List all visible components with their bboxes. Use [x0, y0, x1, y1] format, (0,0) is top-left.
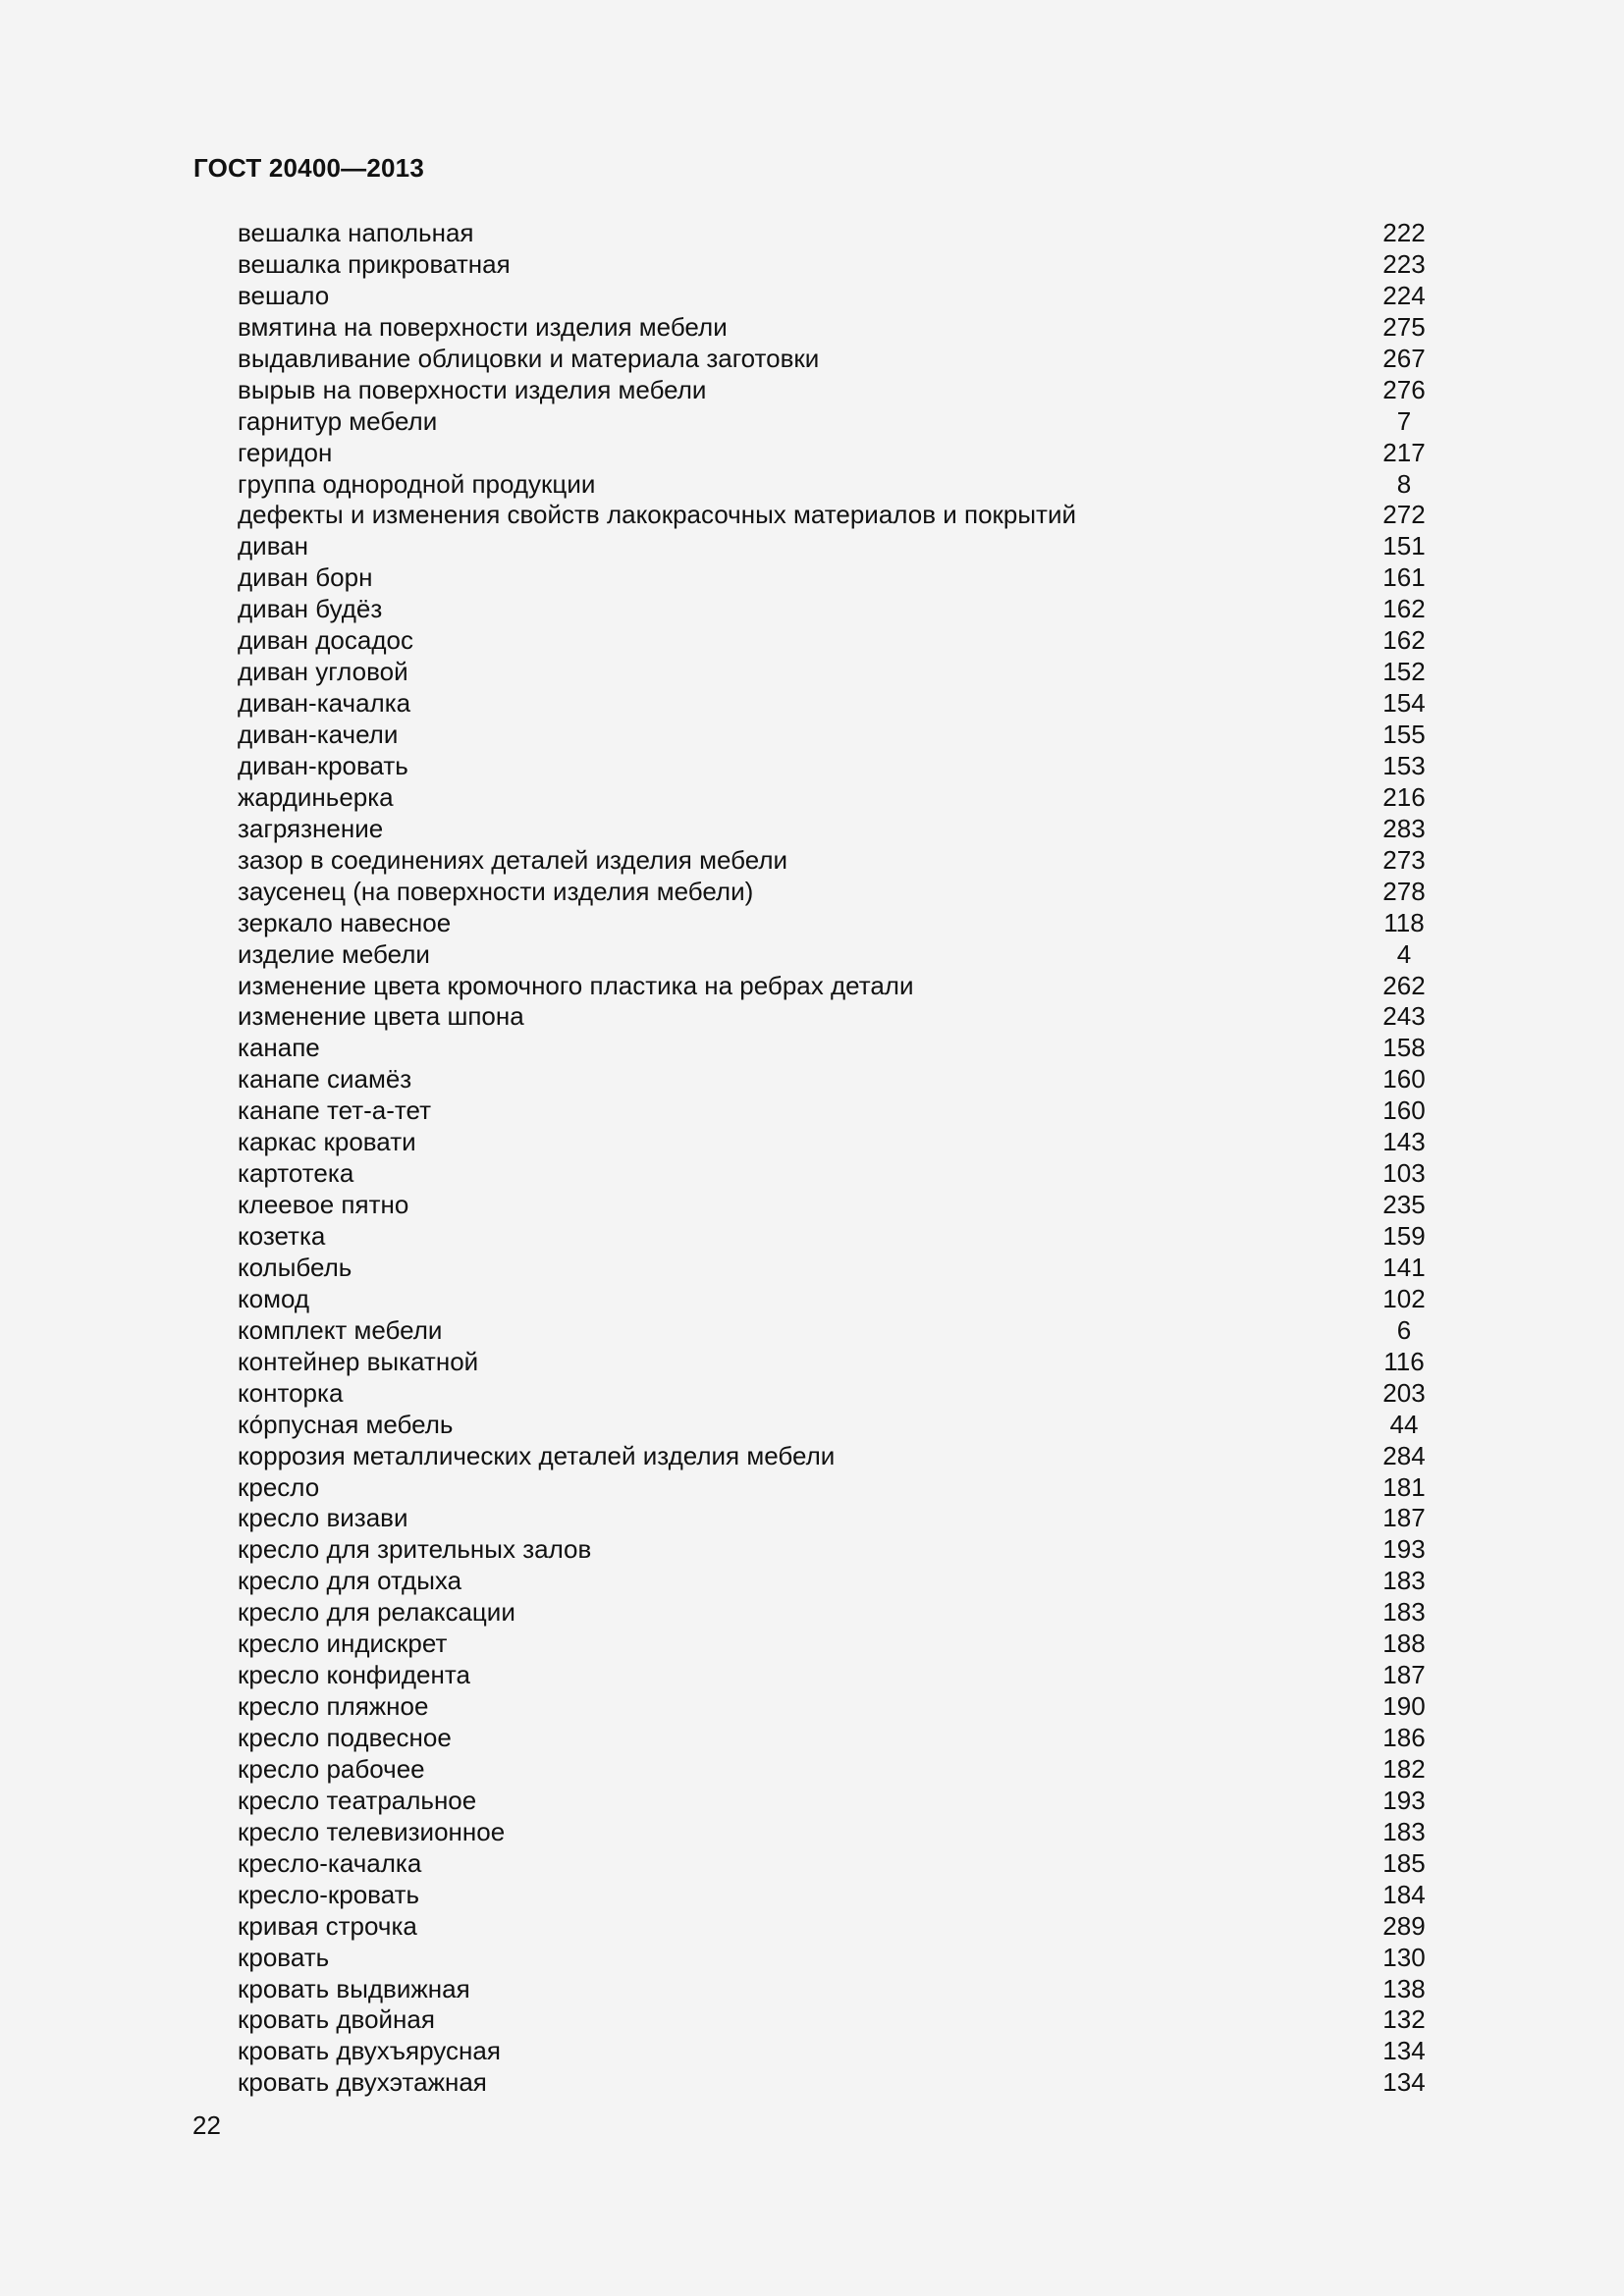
index-entry	[238, 687, 1426, 719]
index-entry	[238, 1596, 1426, 1628]
index-reference-number: 6	[1396, 1314, 1412, 1345]
index-reference-number: 193	[1382, 1534, 1426, 1565]
index-entry	[238, 938, 1426, 970]
index-term: кресло-кровать	[238, 1879, 420, 1909]
index-term: контейнер выкатной	[238, 1346, 479, 1376]
index-entry	[238, 656, 1426, 687]
index-entry	[238, 1000, 1426, 1032]
index-entry	[238, 1063, 1426, 1095]
index-reference-number: 161	[1382, 562, 1426, 593]
index-term: кресло визави	[238, 1503, 408, 1533]
index-reference-number: 216	[1382, 781, 1426, 812]
index-entry	[238, 970, 1426, 1001]
index-list	[238, 217, 1426, 2098]
index-reference-number: 187	[1382, 1660, 1426, 1690]
index-entry	[238, 1346, 1426, 1377]
index-entry	[238, 1910, 1426, 1942]
index-term: канапе сиамёз	[238, 1064, 412, 1095]
index-entry	[238, 343, 1426, 374]
index-entry	[238, 2003, 1426, 2035]
index-term: кресло для отдыха	[238, 1566, 462, 1596]
index-reference-number: 138	[1382, 1973, 1426, 2003]
index-entry	[238, 1283, 1426, 1314]
index-reference-number: 193	[1382, 1785, 1426, 1815]
index-term: вешалка прикроватная	[238, 248, 511, 279]
index-entry	[238, 1565, 1426, 1596]
index-entry	[238, 1942, 1426, 1973]
index-term: заусенец (на поверхности изделия мебели)	[238, 876, 754, 906]
index-term: гарнитур мебели	[238, 405, 438, 436]
index-term: кривая строчка	[238, 1910, 417, 1941]
index-entry	[238, 1973, 1426, 2004]
index-entry	[238, 1440, 1426, 1471]
index-entry	[238, 1628, 1426, 1659]
index-term: кресло рабочее	[238, 1753, 425, 1784]
index-term: кровать	[238, 1942, 330, 1972]
index-term: коррозия металлических деталей изделия мебели	[238, 1440, 836, 1470]
index-reference-number: 7	[1396, 405, 1412, 436]
index-term: диван досадос	[238, 625, 413, 656]
index-term: вешало	[238, 280, 330, 310]
index-reference-number: 134	[1382, 2036, 1426, 2066]
index-entry	[238, 280, 1426, 311]
index-term: комод	[238, 1283, 310, 1313]
index-term: конторка	[238, 1377, 344, 1408]
index-term: козетка	[238, 1221, 326, 1251]
index-reference-number: 284	[1382, 1440, 1426, 1470]
index-entry	[238, 719, 1426, 750]
index-entry	[238, 405, 1426, 437]
index-term: кресло подвесное	[238, 1723, 452, 1752]
index-term: колыбель	[238, 1252, 352, 1282]
index-term: кровать выдвижная	[238, 1973, 470, 2003]
index-entry	[238, 750, 1426, 781]
index-term: вешалка напольная	[238, 218, 474, 247]
index-reference-number: 4	[1396, 938, 1412, 969]
index-term: группа однородной продукции	[238, 468, 596, 499]
index-reference-number: 103	[1382, 1158, 1426, 1189]
index-term: кресло индискрет	[238, 1629, 448, 1659]
index-reference-number: 183	[1382, 1597, 1426, 1628]
index-reference-number: 151	[1382, 531, 1426, 561]
index-entry	[238, 437, 1426, 468]
index-reference-number: 223	[1382, 248, 1426, 279]
index-entry	[238, 2066, 1426, 2098]
index-reference-number: 118	[1383, 907, 1425, 937]
index-reference-number: 217	[1382, 437, 1426, 467]
index-term: кровать двухэтажная	[238, 2067, 487, 2098]
index-term: кресло пляжное	[238, 1691, 429, 1722]
index-term: каркас кровати	[238, 1127, 416, 1157]
index-term: вырыв на поверхности изделия мебели	[238, 374, 707, 404]
page-number: 22	[192, 2110, 221, 2140]
index-reference-number: 187	[1382, 1503, 1426, 1533]
index-entry	[238, 781, 1426, 813]
index-reference-number: 222	[1382, 218, 1426, 247]
index-reference-number: 184	[1382, 1879, 1426, 1909]
index-entry	[238, 1753, 1426, 1785]
index-term: комплект мебели	[238, 1314, 443, 1345]
index-entry	[238, 1690, 1426, 1722]
index-reference-number: 143	[1382, 1127, 1426, 1157]
index-reference-number: 152	[1382, 657, 1426, 687]
index-term: диван-качели	[238, 720, 399, 749]
index-entry	[238, 624, 1426, 656]
index-reference-number: 289	[1382, 1910, 1426, 1941]
index-term: ко́рпусная мебель	[238, 1409, 454, 1439]
index-term: кресло для зрительных залов	[238, 1534, 592, 1565]
index-entry	[238, 1659, 1426, 1690]
index-reference-number: 183	[1382, 1566, 1426, 1596]
index-entry	[238, 1471, 1426, 1503]
index-reference-number: 8	[1396, 468, 1412, 499]
index-term: вмятина на поверхности изделия мебели	[238, 311, 728, 342]
index-term: диван	[238, 531, 309, 561]
index-reference-number: 158	[1382, 1033, 1426, 1063]
index-term: кресло конфидента	[238, 1660, 470, 1690]
index-entry	[238, 1722, 1426, 1753]
index-reference-number: 224	[1382, 280, 1426, 310]
index-reference-number: 188	[1382, 1629, 1426, 1659]
index-entry	[238, 311, 1426, 343]
index-term: зеркало навесное	[238, 907, 452, 937]
index-reference-number: 235	[1382, 1190, 1426, 1220]
index-reference-number: 276	[1382, 374, 1426, 404]
index-reference-number: 130	[1382, 1942, 1426, 1972]
index-entry	[238, 1032, 1426, 1063]
index-term: изменение цвета кромочного пластика на ребрах детали	[238, 970, 914, 1000]
index-entry	[238, 561, 1426, 593]
index-reference-number: 203	[1382, 1377, 1426, 1408]
index-entry	[238, 813, 1426, 844]
index-reference-number: 162	[1382, 625, 1426, 656]
index-term: канапе	[238, 1033, 320, 1063]
index-entry	[238, 1189, 1426, 1220]
index-term: кресло	[238, 1471, 320, 1502]
index-reference-number: 183	[1382, 1816, 1426, 1846]
index-entry	[238, 1847, 1426, 1879]
index-reference-number: 275	[1382, 311, 1426, 342]
index-reference-number: 262	[1382, 970, 1426, 1000]
index-entry	[238, 374, 1426, 405]
index-term: жардиньерка	[238, 781, 394, 812]
index-entry	[238, 1126, 1426, 1157]
index-term: диван угловой	[238, 657, 408, 687]
index-entry	[238, 907, 1426, 938]
index-reference-number: 153	[1382, 750, 1426, 780]
index-entry	[238, 876, 1426, 907]
index-reference-number: 160	[1382, 1064, 1426, 1095]
index-reference-number: 162	[1382, 594, 1426, 624]
index-reference-number: 243	[1382, 1001, 1426, 1032]
index-entry	[238, 499, 1426, 530]
index-term: изделие мебели	[238, 938, 430, 969]
index-entry	[238, 1220, 1426, 1252]
index-reference-number: 155	[1382, 720, 1426, 749]
index-reference-number: 159	[1382, 1221, 1426, 1251]
index-entry	[238, 217, 1426, 248]
index-term: кровать двухъярусная	[238, 2036, 501, 2066]
index-reference-number: 134	[1382, 2067, 1426, 2098]
index-term: зазор в соединениях деталей изделия мебели	[238, 844, 788, 875]
index-reference-number: 272	[1382, 500, 1426, 530]
index-entry	[238, 1314, 1426, 1346]
index-reference-number: 278	[1382, 876, 1426, 906]
index-entry	[238, 1377, 1426, 1409]
index-reference-number: 116	[1383, 1346, 1425, 1376]
index-entry	[238, 248, 1426, 280]
index-term: кровать двойная	[238, 2004, 435, 2035]
index-term: канапе тет-а-тет	[238, 1095, 432, 1126]
index-entry	[238, 1879, 1426, 1910]
index-entry	[238, 1533, 1426, 1565]
index-reference-number: 44	[1389, 1409, 1419, 1439]
index-reference-number: 273	[1382, 844, 1426, 875]
index-term: кресло телевизионное	[238, 1816, 506, 1846]
index-entry	[238, 844, 1426, 876]
index-reference-number: 185	[1382, 1847, 1426, 1878]
index-entry	[238, 1785, 1426, 1816]
index-entry	[238, 1816, 1426, 1847]
index-reference-number: 132	[1382, 2004, 1426, 2035]
index-term: диван-кровать	[238, 750, 408, 780]
index-reference-number: 102	[1382, 1283, 1426, 1313]
index-entry	[238, 468, 1426, 500]
index-term: диван-качалка	[238, 688, 411, 719]
index-reference-number: 141	[1382, 1252, 1426, 1282]
index-entry	[238, 1095, 1426, 1126]
index-term: картотека	[238, 1158, 354, 1189]
index-reference-number: 186	[1382, 1723, 1426, 1752]
index-reference-number: 181	[1382, 1471, 1426, 1502]
index-reference-number: 154	[1382, 688, 1426, 719]
index-entry	[238, 2035, 1426, 2066]
index-term: кресло театральное	[238, 1785, 477, 1815]
index-reference-number: 283	[1382, 813, 1426, 843]
index-reference-number: 267	[1382, 343, 1426, 373]
index-entry	[238, 1252, 1426, 1283]
index-term: выдавливание облицовки и материала заготовки	[238, 343, 820, 373]
index-term: кресло-качалка	[238, 1847, 422, 1878]
index-term: дефекты и изменения свойств лакокрасочных материалов и покрытий	[238, 500, 1077, 530]
index-entry	[238, 1157, 1426, 1189]
index-term: геридон	[238, 437, 333, 467]
index-entry	[238, 1409, 1426, 1440]
index-entry	[238, 530, 1426, 561]
index-term: изменение цвета шпона	[238, 1001, 524, 1032]
index-reference-number: 190	[1382, 1691, 1426, 1722]
index-term: кресло для релаксации	[238, 1597, 515, 1628]
index-term: диван борн	[238, 562, 373, 593]
document-header: ГОСТ 20400—2013	[193, 153, 424, 183]
index-term: загрязнение	[238, 813, 384, 843]
index-reference-number: 160	[1382, 1095, 1426, 1126]
index-term: диван будёз	[238, 594, 383, 624]
index-entry	[238, 1502, 1426, 1533]
index-entry	[238, 593, 1426, 624]
index-term: клеевое пятно	[238, 1190, 409, 1220]
index-reference-number: 182	[1382, 1753, 1426, 1784]
